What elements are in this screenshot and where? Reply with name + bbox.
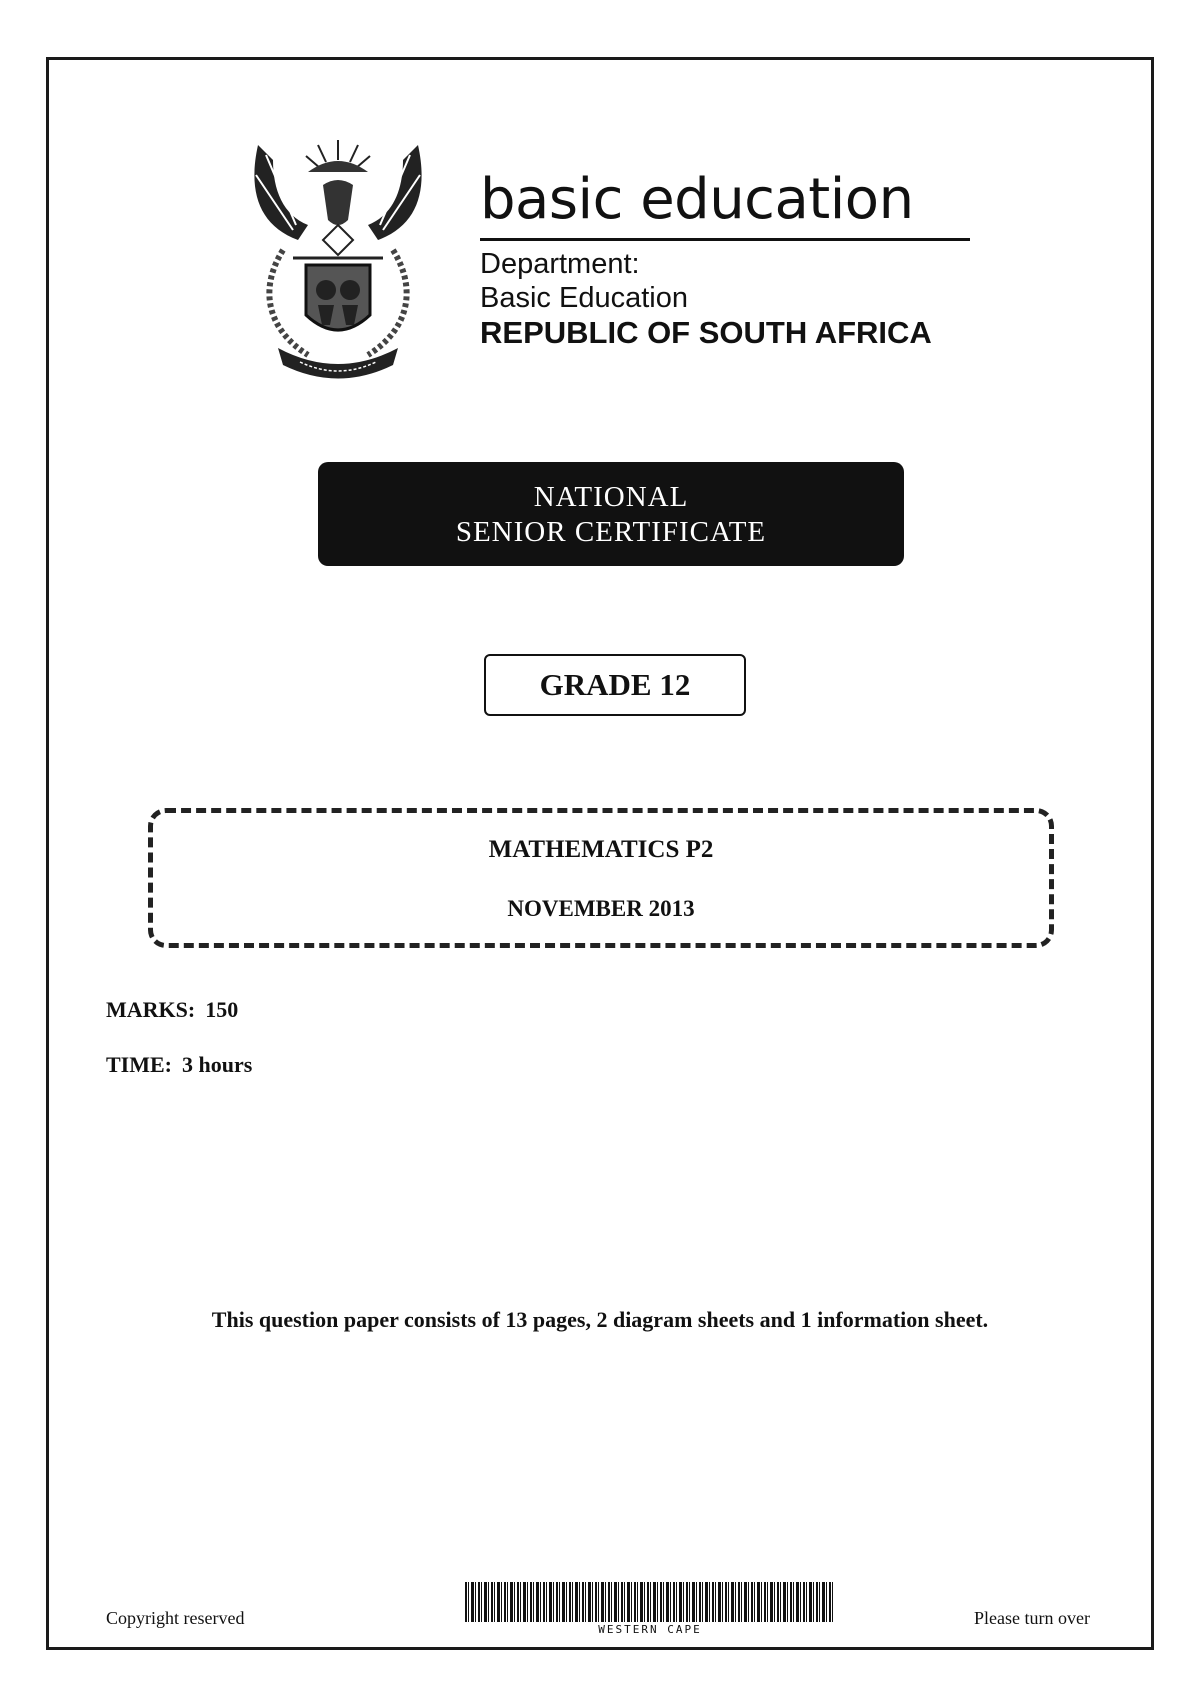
marks-line: [106, 997, 238, 1023]
country-name: REPUBLIC OF SOUTH AFRICA: [480, 315, 932, 350]
brand-title: basic education: [480, 168, 970, 241]
department-label: Department:: [480, 248, 640, 280]
subject-box: [148, 808, 1054, 948]
department-branding: [480, 168, 970, 351]
marks-label: MARKS:: [106, 997, 196, 1022]
barcode-label: WESTERN CAPE: [598, 1623, 702, 1636]
time-label: TIME:: [106, 1052, 172, 1077]
exam-date: NOVEMBER 2013: [507, 896, 695, 921]
grade-label: GRADE 12: [484, 654, 746, 716]
barcode: [465, 1582, 835, 1638]
barcode-icon: [465, 1582, 835, 1622]
paper-contents-note: This question paper consists of 13 pages, 2 diagram sheets and 1 information sheet.: [211, 1307, 989, 1332]
certificate-line-1: NATIONAL: [533, 481, 689, 513]
copyright-notice: Copyright reserved: [106, 1608, 245, 1628]
certificate-line-2: SENIOR CERTIFICATE: [455, 516, 767, 548]
turn-over-notice: Please turn over: [974, 1608, 1090, 1628]
certificate-banner: [318, 462, 904, 566]
coat-of-arms-icon: [238, 130, 438, 380]
marks-value: 150: [205, 997, 239, 1022]
time-value: 3 hours: [182, 1052, 253, 1077]
time-line: [106, 1052, 252, 1078]
subject-title: MATHEMATICS P2: [488, 836, 714, 863]
department-name: Basic Education: [480, 282, 688, 314]
